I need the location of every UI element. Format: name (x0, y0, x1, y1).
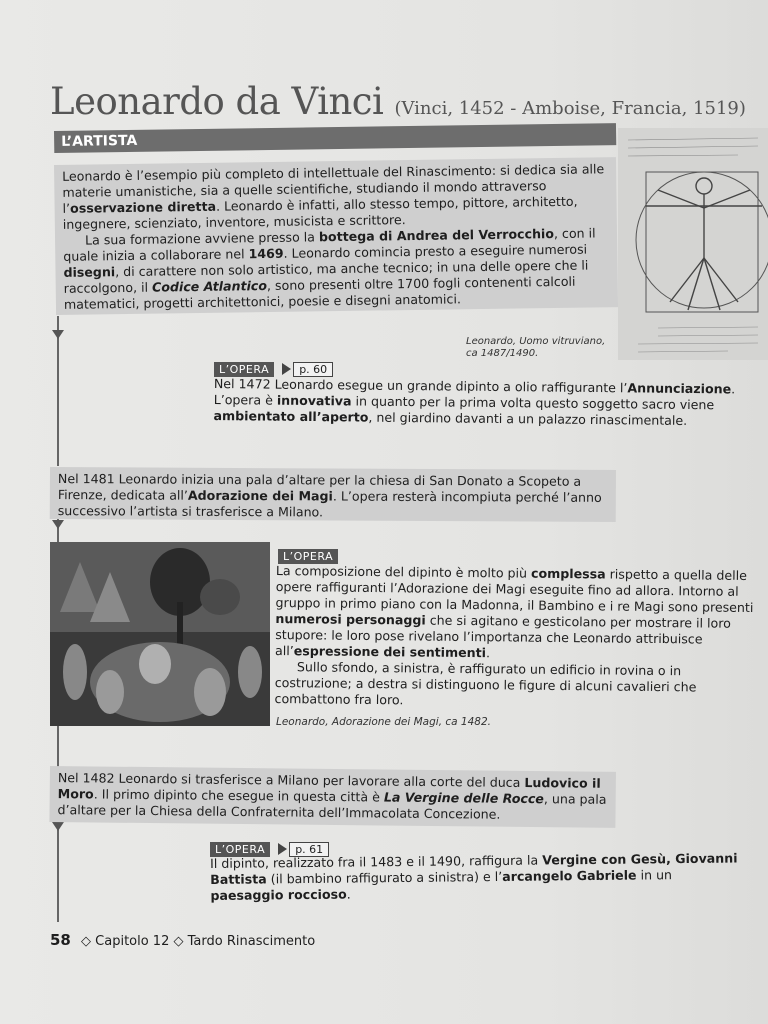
title-subtitle: (Vinci, 1452 - Amboise, Francia, 1519) (394, 98, 746, 119)
highlight: Codice Atlantico (151, 278, 268, 295)
highlight: Adorazione dei Magi (187, 487, 333, 504)
adorazione-dei-magi-image (50, 542, 270, 726)
text: in quanto per la prima volta questo soggetto sacro viene (351, 393, 715, 413)
opera-tag: L’OPERA (214, 362, 274, 377)
opera-2-text (274, 563, 755, 712)
text: rispetto a quella delle opere raffiguranti l’Adorazione dei Magi eseguite fino ad allora. Intorno al gruppo in primo piano con la Madonna, il Bambino e i re Magi sono presenti (275, 566, 754, 616)
text: . L’opera resterà incompiuta perché l’anno successivo l’artista si trasferisce a Milano. (57, 488, 602, 520)
opera-1-header (214, 358, 333, 377)
highlight: Annunciazione (627, 380, 732, 397)
adorazione-dei-magi-painting (50, 542, 270, 726)
text: Nel 1481 Leonardo inizia una pala d’altare per la chiesa di San Donato a Scopeto a Firenze, dedicata all’ (57, 471, 582, 503)
vitruvian-man-image (618, 128, 768, 360)
page-footer (50, 931, 315, 949)
sketch-caption (466, 336, 616, 360)
text: , una pala d’altare per la Chiesa della Confraternita dell’Immacolata Concezione. (57, 791, 607, 822)
arrow-right-icon (278, 843, 287, 855)
text: La composizione del dipinto è molto più (275, 563, 532, 581)
timeline-arrow (52, 330, 64, 339)
text: . Il primo dipinto che esegue in questa città è (93, 786, 384, 805)
caption-line: ca 1487/1490. (466, 348, 539, 359)
page-reference[interactable]: p. 60 (293, 362, 333, 377)
highlight: arcangelo Gabriele (502, 867, 637, 884)
diamond-icon: ◇ (81, 934, 92, 949)
painting-caption: Leonardo, Adorazione dei Magi, ca 1482. (276, 716, 491, 728)
intro-text-box (54, 157, 618, 315)
text: . (485, 645, 491, 661)
text: , di carattere non solo artistico, ma anche tecnico; in una delle opere che li raccolgono, il (63, 257, 589, 296)
highlight: La Vergine delle Rocce (383, 789, 544, 807)
timeline-arrow (52, 520, 64, 529)
box-1481 (50, 467, 616, 522)
intro-paragraph-1 (62, 161, 609, 233)
page-reference[interactable]: p. 61 (289, 842, 329, 857)
text: . Leonardo è infatti, allo stesso tempo, pittore, architetto, ingegnere, scienziato, inventore, musicista e scrittore. (62, 193, 578, 232)
text: , sono presenti oltre 1700 fogli contenenti calcoli matematici, progetti architettonici, poesie e disegni anatomici. (63, 273, 576, 312)
timeline-line (57, 726, 59, 768)
opera-2-paragraph-2: Sullo sfondo, a sinistra, è raffigurato un edificio in rovina o in costruzione; a destra si distinguono le figure di alcuni cavalieri che combattono fra loro. (274, 659, 697, 708)
text: . L’opera è (213, 381, 736, 408)
caption-line: Leonardo, Uomo vitruviano, (466, 336, 606, 347)
text: , nel giardino davanti a un palazzo rinascimentale. (368, 409, 688, 428)
highlight: bottega di Andrea del Verrocchio (318, 226, 555, 245)
text: Nel 1482 Leonardo si trasferisce a Milano per lavorare alla corte del duca (57, 770, 525, 790)
text: , con il quale inizia a collaborare nel (63, 225, 596, 264)
opera-1-text (213, 376, 741, 430)
highlight: innovativa (276, 392, 352, 409)
arrow-right-icon (282, 363, 291, 375)
text: in un (636, 867, 673, 883)
highlight: Ludovico il Moro (57, 774, 601, 802)
footer-chapter: Capitolo 12 (95, 934, 170, 949)
text: (il bambino raffigurato a sinistra) e l’ (266, 868, 503, 887)
diamond-icon: ◇ (173, 934, 184, 949)
footer-topic: Tardo Rinascimento (187, 934, 316, 949)
text: Il dipinto, realizzato fra il 1483 e il 1490, raffigura la (210, 852, 543, 871)
text: Nel 1472 Leonardo esegue un grande dipinto a olio raffigurante l’ (213, 376, 628, 396)
section-heading-artista: L’ARTISTA (54, 123, 616, 153)
highlight: ambientato all’aperto (213, 407, 369, 425)
intro-paragraph-2 (63, 225, 610, 313)
timeline-arrow (52, 822, 64, 831)
highlight: numerosi personaggi (275, 610, 426, 628)
opera-tag: L’OPERA (278, 549, 338, 564)
page-number: 58 (50, 931, 71, 949)
opera-2-paragraph-1 (275, 563, 756, 664)
highlight: espressione dei sentimenti (293, 643, 487, 661)
box-1482 (49, 766, 616, 828)
opera-3-text (210, 850, 740, 904)
highlight: osservazione diretta (70, 198, 217, 216)
highlight: paesaggio roccioso (210, 886, 347, 903)
text: . (346, 886, 351, 902)
highlight: 1469 (248, 245, 284, 262)
opera-2-header (278, 545, 338, 564)
vitruvian-man-drawing (618, 128, 768, 360)
text: . Leonardo comincia presto a eseguire numerosi (283, 241, 588, 261)
highlight: complessa (530, 565, 606, 582)
timeline-line (57, 822, 59, 922)
title-main: Leonardo da Vinci (50, 80, 384, 123)
text: Leonardo è l’esempio più completo di intellettuale del Rinascimento: si dedica sia alle materie umanistiche, sia a quelle scientifiche, studiando il mondo attraverso l’ (62, 161, 605, 216)
highlight: Vergine con Gesù, Giovanni Battista (210, 850, 738, 887)
highlight: disegni (63, 264, 116, 280)
opera-tag: L’OPERA (210, 842, 270, 857)
page-title (50, 80, 746, 123)
text: La sua formazione avviene presso la (84, 229, 320, 248)
text: che si agitano e gesticolano per mostrare il loro stupore: le loro pose rivelano l’importanza che Leonardo attribuisce all’ (275, 612, 731, 659)
